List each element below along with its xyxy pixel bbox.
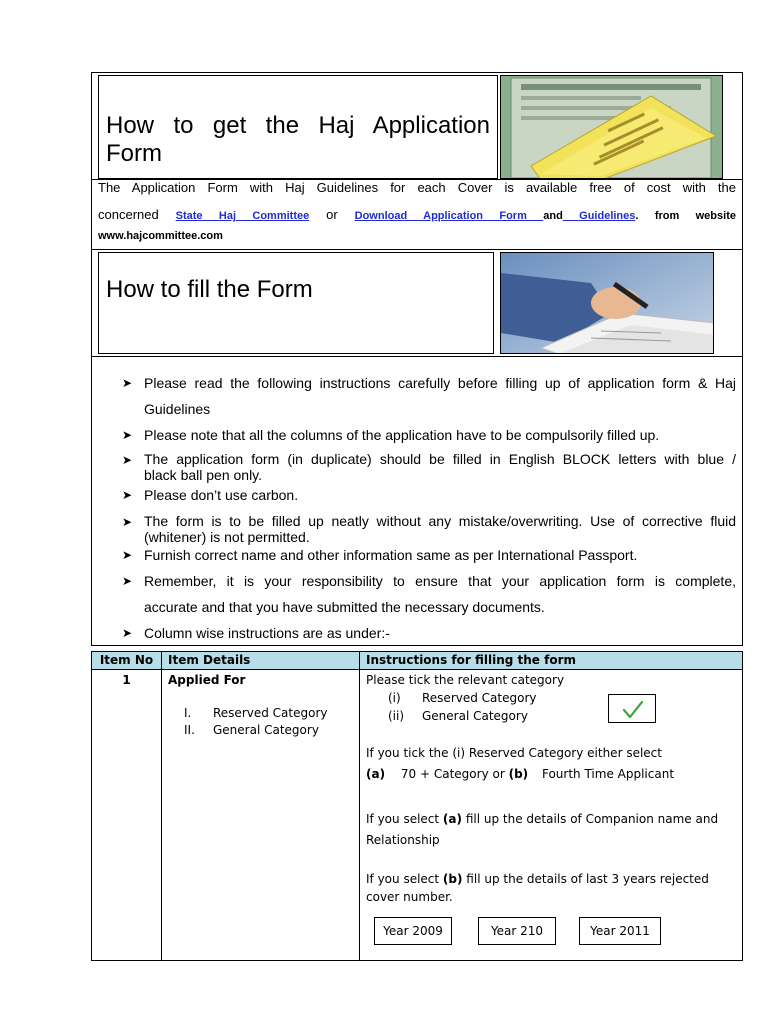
arrow-bullet-icon: ➤ [122,515,133,529]
section1-title-line2: Form [106,140,162,167]
application-form-illustration [501,76,723,179]
details-item-general [184,723,319,737]
table-header [92,652,742,670]
instruction-text-cont: Guidelines [144,401,211,417]
instruction-text: Remember, it is your responsibility to ensure that your application form is complete, [144,573,736,589]
application-form-image [500,75,723,179]
arrow-bullet-icon: ➤ [122,376,133,390]
option-reserved [388,691,536,705]
arrow-bullet-icon: ➤ [122,626,133,640]
arrow-bullet-icon: ➤ [122,574,133,588]
select-b-rest: fill up the details of last 3 years rejected [462,872,709,886]
details-item-reserved [184,706,327,720]
option-num: (i) [388,691,401,705]
bullets-divider [91,356,743,357]
select-a-rest: fill up the details of Companion name and [462,812,719,826]
intro-from-website: . from website [635,210,736,222]
instruction-list [122,374,736,644]
arrow-bullet-icon: ➤ [122,428,133,442]
details-item-num: II. [184,723,195,737]
arrow-bullet-icon: ➤ [122,453,133,467]
details-item-label: General Category [213,723,319,737]
select-b-line2: cover number. [366,890,453,904]
instruction-text: Furnish correct name and other information same as per International Passport. [144,547,638,563]
select-a-prefix: If you select [366,812,443,826]
instruction-text-cont: (whitener) is not permitted. [144,529,310,545]
instruction-text: Please read the following instructions carefully before filling up of application form & Haj [144,375,736,391]
instruction-text: The application form (in duplicate) should be filled in English BLOCK letters with blue / [144,451,736,467]
instruction-text-cont: accurate and that you have submitted the necessary documents. [144,599,545,615]
row-item-no: 1 [122,673,131,687]
header-instructions: Instructions for filling the form [366,653,577,667]
section1-title [106,112,490,168]
year-box: Year 2011 [579,917,661,945]
select-a-option: (a) [442,812,462,826]
table-column-divider [161,652,162,960]
select-a-line2: Relationship [366,833,440,847]
instruction-text: The form is to be filled up neatly without any mistake/overwriting. Use of corrective fluid [144,513,736,529]
select-b-instruction [366,870,738,906]
option-num: (ii) [388,709,405,723]
download-application-form-link[interactable]: Download Application Form [354,210,544,222]
website-url: www.hajcommittee.com [98,230,223,242]
reserved-line: If you tick the (i) Reserved Category either select [366,746,662,760]
section2-divider [91,249,743,250]
select-a-line1 [366,809,738,830]
intro-concerned: concerned [98,207,159,222]
hand-signing-illustration [501,253,714,354]
header-item-no: Item No [99,653,154,667]
instruction-text: Column wise instructions are as under:- [144,625,390,641]
intro-and: and [543,210,563,222]
select-b-line1 [366,870,738,888]
instruction-text: Please don’t use carbon. [144,487,299,503]
intro-line2 [98,207,736,224]
instruction-text-cont: black ball pen only. [144,467,263,483]
section2-title: How to fill the Form [106,276,313,303]
intro-line1: The Application Form with Haj Guidelines for each Cover is available free of cost with the [98,180,736,195]
option-b-label: (b) [508,767,529,781]
option-b-text: Fourth Time Applicant [541,767,675,781]
year-box: Year 210 [478,917,556,945]
tick-checkbox[interactable] [608,694,656,723]
signing-image [500,252,714,354]
state-haj-committee-link[interactable]: State Haj Committee [175,210,310,222]
arrow-bullet-icon: ➤ [122,548,133,562]
intro-paragraph [98,180,736,242]
tick-prompt: Please tick the relevant category [366,673,565,687]
option-label: Reserved Category [422,691,537,705]
year-box: Year 2009 [374,917,452,945]
details-item-num: I. [184,706,192,720]
select-b-prefix: If you select [366,872,443,886]
row-details-title: Applied For [168,673,246,687]
table-column-divider [359,652,360,960]
option-a-label: (a) [366,767,386,781]
instruction-text: Please note that all the columns of the application have to be compulsorily filled up. [144,427,660,443]
check-mark-icon [609,695,657,724]
details-item-label: Reserved Category [213,706,328,720]
section1-title-line1: How to get the Haj Application [106,112,490,139]
option-a-text: 70 + Category or [400,767,505,781]
select-b-option: (b) [442,872,463,886]
intro-or: or [326,207,338,222]
option-label: General Category [422,709,528,723]
option-general [388,709,528,723]
header-item-details: Item Details [168,653,251,667]
reserved-options [366,767,674,781]
guidelines-link[interactable]: Guidelines [562,210,636,222]
instructions-table [91,651,743,961]
select-a-instruction [366,809,738,851]
arrow-bullet-icon: ➤ [122,488,133,502]
